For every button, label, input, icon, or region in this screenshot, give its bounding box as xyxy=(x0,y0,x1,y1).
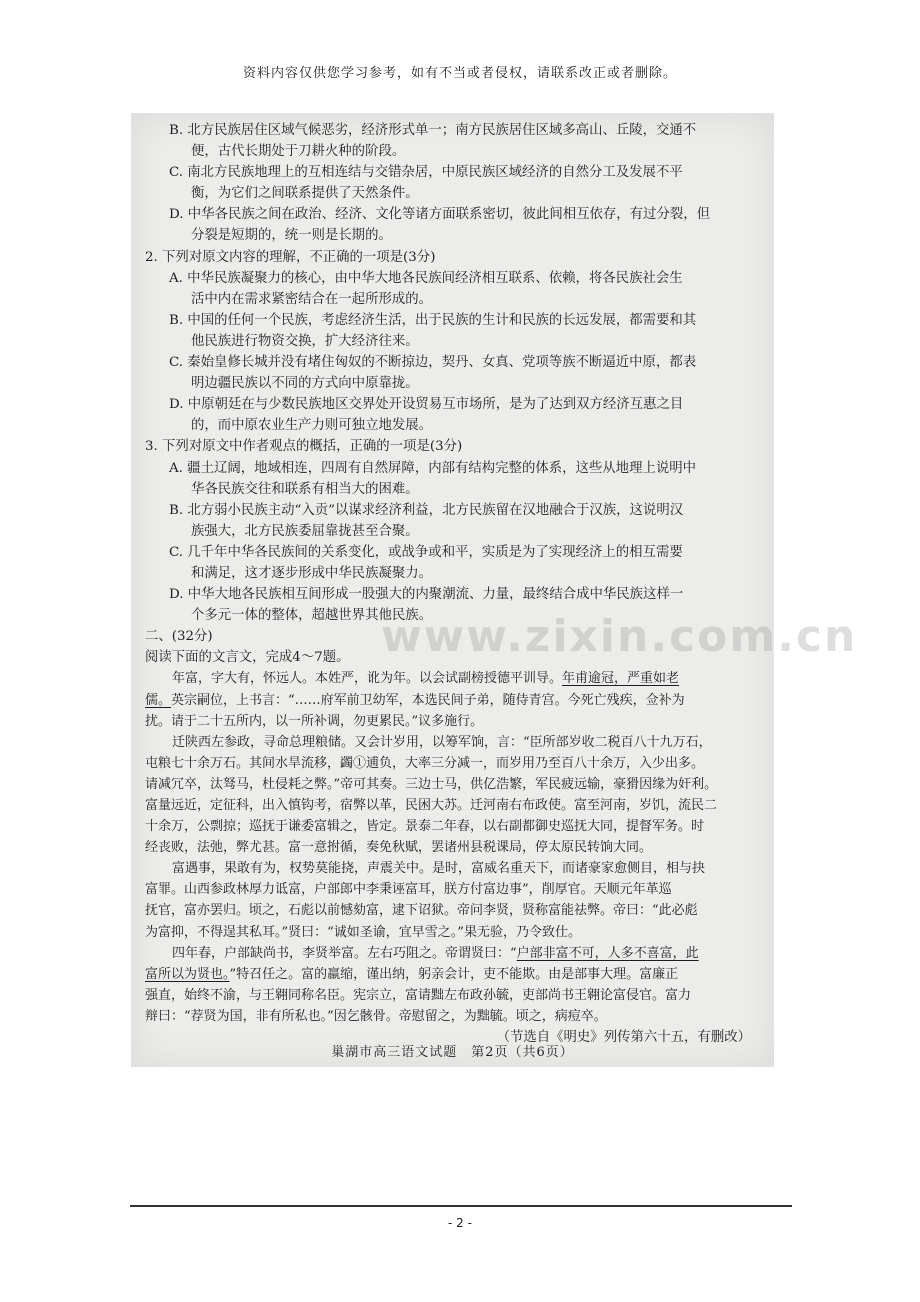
q1-option-c-line1: C. 南北方民族地理上的互相连结与交错杂居，中原民族区域经济的自然分工及发展不平 xyxy=(169,165,683,181)
q3-option-d-line1: D. 中华大地各民族相互间形成一股强大的内聚潮流、力量，最终结合成中华民族这样一 xyxy=(169,587,684,603)
passage-p2-line4: 富量远近，定征科，出入慎钩考，宿弊以革，民困大苏。迁河南右布政使。富至河南，岁饥，流民二 xyxy=(145,798,718,813)
passage-p1-line2 xyxy=(145,690,759,711)
q3-option-c-line1: C. 几千年中华各民族间的关系变化，或战争或和平，实质是为了实现经济上的相互需要 xyxy=(169,544,683,560)
q2-option-a-line2: 活中内在需求紧密结合在一起所形成的。 xyxy=(191,291,433,307)
q1-option-b-line2: 便，古代长期处于刀耕火种的阶段。 xyxy=(191,144,406,160)
disclaimer: 资料内容仅供您学习参考，如有不当或者侵权，请联系改正或者删除。 xyxy=(242,66,677,81)
q3-option-a-line1: A. 疆土辽阔，地域相连，四周有自然屏障，内部有结构完整的体系，这些从地理上说明中 xyxy=(169,460,697,476)
exam-page-footer: 巢湖市高三语文试题 第2页（共6页） xyxy=(331,1045,574,1060)
section2-instruction: 阅读下面的文言文，完成4～7题。 xyxy=(145,650,350,666)
underlined-sentence: 富所以为贤也。 xyxy=(145,966,230,982)
underlined-sentence: 户部非富不可，人多不喜富，此 xyxy=(516,945,699,961)
page-number: - 2 - xyxy=(448,1216,472,1230)
scanned-exam-page xyxy=(131,113,858,1067)
q2-option-c-line1: C. 秦始皇修长城并没有堵住匈奴的不断掠边，契丹、女真、党项等族不断逼近中原，都表 xyxy=(169,355,697,371)
q1-option-d-line1: D. 中华各民族之间在政治、经济、文化等诸方面联系密切，彼此间相互依存，有过分裂，但 xyxy=(169,207,711,223)
passage-p2-line1: 迁陕西左参政，寻命总理粮储。又会计岁用，以筹军饷，言：“臣所部岁收二税百八十九万石， xyxy=(172,734,712,750)
passage-p3-line3: 抚官，富亦罢归。顷之，石彪以前憾劾富，逮下诏狱。帝问李贤，贤称富能祛弊。帝曰：“此必彪 xyxy=(145,903,698,919)
q2-option-b-line1: B. 中国的任何一个民族，考虑经济生活，出于民族的生计和民族的长远发展，都需要和其 xyxy=(169,312,697,328)
passage-p4-line3: 强直，始终不渝，与王翱同称名臣。宪宗立，富请黜左布政孙毓，吏部尚书王翱论富侵官。富力 xyxy=(145,987,692,1003)
passage-p4-line1 xyxy=(145,943,759,964)
underlined-sentence: 儒。 xyxy=(145,692,172,708)
q1-option-c-line2: 衡，为它们之间联系提供了天然条件。 xyxy=(191,186,419,202)
q3-option-b-line1: B. 北方弱小民族主动“入贡”以谋求经济利益，北方民族留在汉地融合于汉族，这说明汉 xyxy=(169,502,684,518)
q2-stem: 2. 下列对原文内容的理解，不正确的一项是(3分) xyxy=(145,249,436,265)
q2-option-d-line2: 的，而中原农业生产力则可独立地发展。 xyxy=(191,418,433,434)
q3-option-d-line2: 个多元一体的整体，超越世界其他民族。 xyxy=(191,608,433,624)
passage-text: 英宗嗣位，上书言：“……府军前卫幼军，本选民间子弟，随侍青宫。今死亡残疾，佥补为 xyxy=(171,692,685,708)
passage-text: ”特召任之。富的羸缩，谨出纳，躬亲会计，吏不能欺。由是部事大理。富廉正 xyxy=(229,966,679,982)
q3-option-b-line2: 族强大，北方民族委屈靠拢甚至合聚。 xyxy=(191,523,419,539)
passage-p2-line3: 请减冗卒，汰驽马，杜侵耗之弊。”帝可其奏。三边士马，供亿浩繁，军民疲远输，豪猾因缘为奸利。 xyxy=(145,776,718,792)
passage-p2-line2: 屯粮七十余万石。其间水旱流移，蠲①逋负，大率三分减一，而岁用乃至百八十余万，入少出多。 xyxy=(145,755,705,771)
passage-text: 四年春，户部缺尚书，李贤举富。左右巧阻之。帝谓贤曰：“ xyxy=(172,945,517,961)
q2-option-c-line2: 明边疆民族以不同的方式向中原靠拢。 xyxy=(191,376,419,392)
underlined-sentence: 年甫逾冠，严重如老 xyxy=(562,671,680,687)
passage-p3-line2: 富罪。山西参政林厚力诋富，户部郎中李秉诬富耳，朕方付富边事”，削厚官。天顺元年革巡 xyxy=(145,882,672,898)
q1-option-b-line1: B. 北方民族居住区域气候恶劣，经济形式单一；南方民族居住区域多高山、丘陵，交通不 xyxy=(169,123,697,138)
passage-text: 年富，字大有，怀远人。本姓严，讹为年。以会试副榜授德平训导。 xyxy=(172,671,563,687)
passage-p2-line6: 经丧败，法弛，弊尤甚。富一意拊循，奏免秋赋，罢诸州县税课局，停太原民转饷大同。 xyxy=(145,840,653,856)
watermark: www.zixin.com.cn xyxy=(381,611,858,662)
section2-heading: 二、(32分) xyxy=(145,629,213,645)
q3-option-a-line2: 华各民族交往和联系有相当大的困难。 xyxy=(191,481,419,497)
q2-option-a-line1: A. 中华民族凝聚力的核心，由中华大地各民族间经济相互联系、依赖，将各民族社会生 xyxy=(169,270,683,286)
passage-p1-line1 xyxy=(145,668,759,689)
q1-option-d-line2: 分裂是短期的，统一则是长期的。 xyxy=(191,228,392,244)
passage-p4-line4: 辩曰：“荐贤为国，非有所私也。”因乞骸骨。帝慰留之，为黜毓。顷之，病痘卒。 xyxy=(145,1008,607,1024)
passage-p3-line1: 富遇事，果敢有为，权势莫能挠，声震关中。是时，富威名重天下，而诸豪家愈侧目，相与抉 xyxy=(172,861,706,877)
q2-option-b-line2: 他民族进行物资交换，扩大经济往来。 xyxy=(191,333,419,349)
passage-source: （节选自《明史》列传第六十五，有删改） xyxy=(496,1030,751,1046)
exam-text xyxy=(145,120,759,1048)
q2-option-d-line1: D. 中原朝廷在与少数民族地区交界处开设贸易互市场所，是为了达到双方经济互惠之目 xyxy=(169,397,684,413)
q3-option-c-line2: 和满足，这才逐步形成中华民族凝聚力。 xyxy=(191,565,433,581)
passage-p2-line5: 十余万，公剽掠；巡抚于谦委富辑之，皆定。景泰二年春，以右副都御史巡抚大同，提督军务。时 xyxy=(145,819,705,835)
q3-stem: 3. 下列对原文中作者观点的概括，正确的一项是(3分) xyxy=(145,439,463,455)
passage-p1-line3: 扰。请于二十五所内，以一所补调，勿更累民。”议多施行。 xyxy=(145,713,484,729)
footer-divider xyxy=(130,1205,792,1207)
passage-p4-line2 xyxy=(145,964,759,985)
passage-p3-line4: 为富抑，不得逞其私耳。”贤曰：“诚如圣谕，宜早雪之。”果无验，乃令致仕。 xyxy=(145,924,581,940)
